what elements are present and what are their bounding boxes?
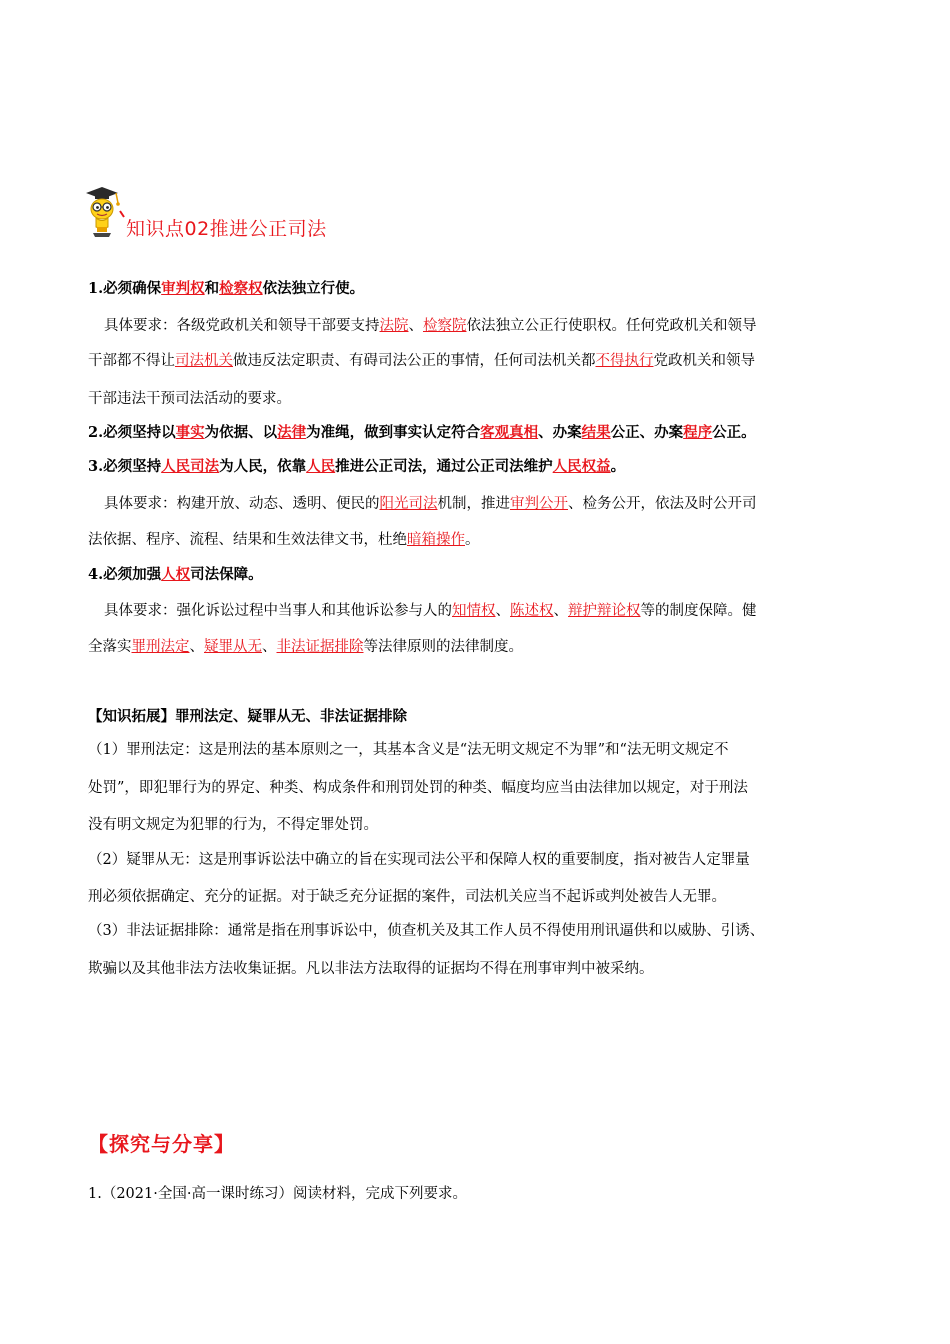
point1-heading: 1.必须确保审判权和检察权依法独立行使。 — [88, 280, 365, 297]
point3-requirement-line: 具体要求：构建开放、动态、透明、便民的阳光司法机制，推进审判公开、检务公开，依法及时公开司 — [104, 496, 757, 512]
graduate-cap-icon — [82, 183, 126, 239]
point3-requirement-line: 法依据、程序、流程、结果和生效法律文书，杜绝暗箱操作。 — [88, 532, 480, 548]
extension-line: 处罚”，即犯罪行为的界定、种类、构成条件和刑罚处罚的种类、幅度均应当由法律加以规定，对于刑法 — [88, 780, 748, 796]
point1-requirement-line: 干部都不得让司法机关做违反法定职责、有碍司法公正的事情，任何司法机关都不得执行党政机关和领导 — [88, 353, 755, 369]
extension-line: （1）罪刑法定：这是刑法的基本原则之一，其基本含义是“法无明文规定不为罪”和“法无明文规定不 — [88, 742, 729, 758]
extension-line: （3）非法证据排除：通常是指在刑事诉讼中，侦查机关及其工作人员不得使用刑讯逼供和以威胁、引诱、 — [88, 923, 765, 939]
extension-heading: 【知识拓展】罪刑法定、疑罪从无、非法证据排除 — [88, 708, 407, 725]
question-line: 1.（2021·全国·高一课时练习）阅读材料，完成下列要求。 — [88, 1186, 467, 1202]
knowledge-point-title: 知识点02推进公正司法 — [126, 218, 327, 240]
point4-requirement-line: 具体要求：强化诉讼过程中当事人和其他诉讼参与人的知情权、陈述权、辩护辩论权等的制度保障。健 — [104, 603, 757, 619]
extension-line: （2）疑罪从无：这是刑事诉讼法中确立的旨在实现司法公平和保障人权的重要制度，指对被告人定罪量 — [88, 852, 750, 868]
point4-requirement-line: 全落实罪刑法定、疑罪从无、非法证据排除等法律原则的法律制度。 — [88, 639, 523, 655]
point1-requirement-line: 具体要求：各级党政机关和领导干部要支持法院、检察院依法独立公正行使职权。任何党政机关和领导 — [104, 318, 757, 334]
point3-heading: 3.必须坚持人民司法为人民，依靠人民推进公正司法，通过公正司法维护人民权益。 — [88, 458, 626, 475]
extension-line: 刑必须依据确定、充分的证据。对于缺乏充分证据的案件，司法机关应当不起诉或判处被告人无罪。 — [88, 889, 726, 905]
point1-requirement-line: 干部违法干预司法活动的要求。 — [88, 391, 291, 407]
point2-heading: 2.必须坚持以事实为依据、以法律为准绳，做到事实认定符合客观真相、办案结果公正、办案程序公正。 — [88, 424, 756, 441]
point4-heading: 4.必须加强人权司法保障。 — [88, 566, 263, 583]
extension-line: 没有明文规定为犯罪的行为，不得定罪处罚。 — [88, 817, 378, 833]
explore-section-heading: 【探究与分享】 — [88, 1132, 235, 1156]
extension-line: 欺骗以及其他非法方法收集证据。凡以非法方法取得的证据均不得在刑事审判中被采纳。 — [88, 961, 654, 977]
